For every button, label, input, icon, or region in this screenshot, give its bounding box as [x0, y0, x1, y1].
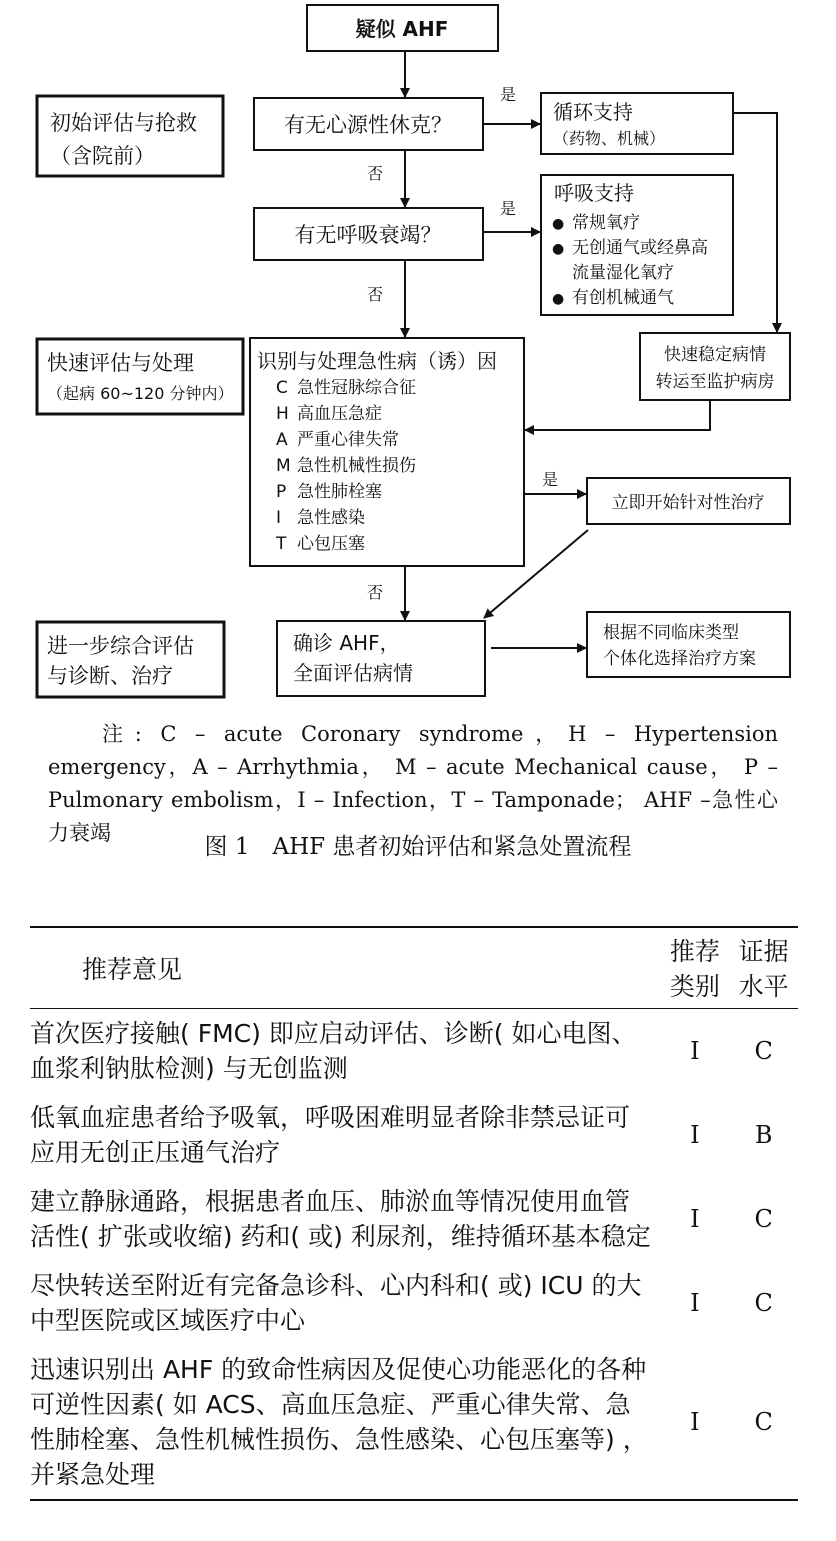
- header-opinion: 推荐意见: [30, 927, 661, 1009]
- table-row: [30, 1345, 798, 1500]
- identify-item: 严重心律失常: [297, 430, 399, 450]
- identify-title: 识别与处理急性病（诱）因: [257, 349, 497, 373]
- header-level-line2: 水平: [738, 972, 789, 1001]
- figure-caption: 图 1 AHF 患者初始评估和紧急处置流程: [204, 834, 632, 860]
- no-label-2: 否: [367, 285, 384, 304]
- table-row: [30, 1177, 798, 1261]
- recommendation-table: [30, 926, 798, 1501]
- circ-sub: （药物、机械）: [553, 129, 666, 148]
- row-class: I: [690, 1036, 700, 1065]
- identify-item: 急性机械性损伤: [297, 456, 416, 476]
- table-header-row: [30, 927, 798, 1009]
- yes-label-3: 是: [542, 470, 559, 489]
- identify-letter: I: [276, 508, 282, 528]
- no-label-1: 否: [367, 164, 384, 183]
- identify-letter: C: [276, 378, 288, 398]
- row-class: I: [690, 1407, 700, 1436]
- header-class: [661, 927, 730, 1009]
- phase3-line2: 与诊断、治疗: [47, 664, 173, 688]
- resp-bullet-1: ●: [552, 216, 565, 232]
- circ-title: 循环支持: [553, 100, 633, 124]
- row-text: 低氧血症患者给予吸氧，呼吸困难明显者除非禁忌证可应用无创正压通气治疗: [30, 1103, 631, 1167]
- table-row: [30, 1261, 798, 1345]
- identify-item: 高血压急症: [297, 404, 382, 424]
- row-text: 建立静脉通路，根据患者血压、肺淤血等情况使用血管活性( 扩张或收缩) 药和( 或) 利尿剂，维持循环基本稳定: [30, 1187, 651, 1251]
- resp-item-3: 流量湿化氧疗: [572, 263, 674, 283]
- row-class: I: [690, 1204, 700, 1233]
- header-class-line2: 类别: [669, 972, 720, 1001]
- resp-item-4: 有创机械通气: [572, 288, 674, 308]
- identify-item: 急性冠脉综合征: [297, 378, 416, 398]
- header-level-line1: 证据: [738, 937, 789, 966]
- row-class: I: [690, 1288, 700, 1317]
- resp-title: 呼吸支持: [554, 181, 634, 205]
- identify-item: 心包压塞: [297, 534, 365, 554]
- row-text: 迅速识别出 AHF 的致命性病因及促使心功能恶化的各种可逆性因素( 如 ACS、高血压急症、严重心律失常、急性肺栓塞、急性机械性损伤、急性感染、心包压塞等) ，并紧急处理: [30, 1355, 648, 1489]
- identify-letter: T: [276, 534, 287, 554]
- resp-item-1: 常规氧疗: [572, 213, 640, 233]
- arrow-circ-to-stabilize: [733, 113, 777, 332]
- row-level: C: [754, 1204, 773, 1233]
- row-class: I: [690, 1120, 700, 1149]
- row-level: C: [754, 1288, 773, 1317]
- header-level: [729, 927, 798, 1009]
- table-row: [30, 1009, 798, 1094]
- yes-label-1: 是: [500, 85, 517, 104]
- row-text: 尽快转送至附近有完备急诊科、心内科和( 或) ICU 的大中型医院或区域医疗中心: [30, 1271, 642, 1335]
- phase1-line1: 初始评估与抢救: [50, 111, 197, 135]
- start-text: 疑似 AHF: [355, 17, 449, 41]
- respiratory-question-text: 有无呼吸衰竭？: [294, 223, 442, 247]
- stabilize-line2: 转运至监护病房: [655, 372, 775, 392]
- targeted-text: 立即开始针对性治疗: [611, 493, 765, 513]
- identify-letter: P: [276, 482, 287, 502]
- shock-question-text: 有无心源性休克？: [284, 113, 452, 137]
- identify-letter: H: [276, 404, 289, 424]
- diagnose-line2: 全面评估病情: [293, 661, 413, 685]
- individual-line2: 个体化选择治疗方案: [603, 649, 756, 669]
- identify-item: 急性肺栓塞: [297, 482, 382, 502]
- phase2-line2: （起病 60~120 分钟内）: [47, 384, 234, 403]
- row-text: 首次医疗接触( FMC) 即应启动评估、诊断( 如心电图、血浆利钠肽检测) 与无创监测: [30, 1019, 637, 1083]
- row-level: C: [754, 1036, 773, 1065]
- flowchart: [0, 0, 836, 712]
- individual-line1: 根据不同临床类型: [603, 623, 739, 643]
- table-row: [30, 1093, 798, 1177]
- resp-bullet-2: ●: [552, 241, 565, 257]
- yes-label-2: 是: [500, 199, 517, 218]
- diagnose-line1: 确诊 AHF，: [293, 631, 400, 655]
- figure-note: 注: C – acute Coronary syndrome，H – Hypertension emergency，A – Arrhythmia， M – acute Mechanical cause， P – Pulmonary embolism，I – Infection，T – Tamponade； AHF –急性心力衰竭: [48, 722, 778, 845]
- identify-item: 急性感染: [297, 508, 365, 528]
- resp-bullet-3: ●: [552, 291, 565, 307]
- identify-letter: A: [276, 430, 288, 450]
- phase2-line1: 快速评估与处理: [47, 351, 194, 375]
- identify-letter: M: [276, 456, 291, 476]
- phase1-line2: （含院前）: [50, 144, 155, 168]
- row-level: C: [754, 1407, 773, 1436]
- no-label-3: 否: [367, 583, 384, 602]
- header-class-line1: 推荐: [669, 937, 720, 966]
- row-level: B: [754, 1120, 773, 1149]
- phase3-line1: 进一步综合评估: [47, 634, 194, 658]
- stabilize-line1: 快速稳定病情: [664, 345, 766, 365]
- resp-item-2: 无创通气或经鼻高: [572, 238, 708, 258]
- arrow-stabilize-to-identify: [525, 400, 710, 430]
